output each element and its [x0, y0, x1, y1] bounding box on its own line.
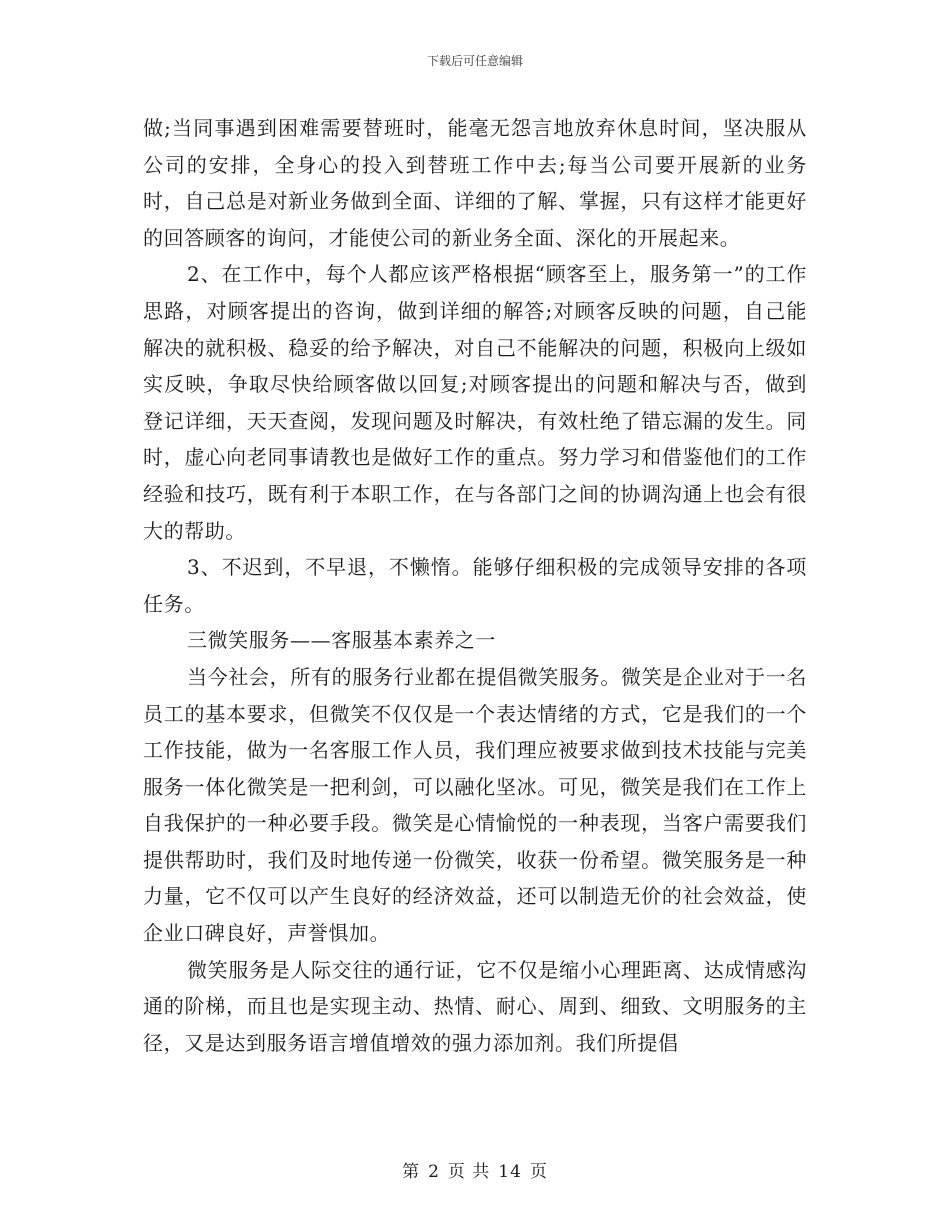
- document-body: [143, 110, 807, 1061]
- paragraph-smile-service-1: 当今社会，所有的服务行业都在提倡微笑服务。微笑是企业对于一名员工的基本要求，但微笑不仅仅是一个表达情绪的方式，它是我们的一个工作技能，做为一名客服工作人员，我们理应被要求做到技术技能与完美服务一体化微笑是一把利剑，可以融化坚冰。可见，微笑是我们在工作上自我保护的一种必要手段。微笑是心情愉悦的一种表现，当客户需要我们提供帮助时，我们及时地传递一份微笑，收获一份希望。微笑服务是一种力量，它不仅可以产生良好的经济效益，还可以制造无价的社会效益，使企业口碑良好，声誉惧加。: [143, 664, 807, 946]
- page-footer: [0, 1157, 950, 1182]
- paragraph-item-3: 3、不迟到，不早退，不懒惰。能够仔细积极的完成领导安排的各项任务。: [143, 555, 807, 616]
- current-page-number: 2: [428, 1162, 440, 1182]
- paragraph-smile-service-2: 微笑服务是人际交往的通行证，它不仅是缩小心理距离、达成情感沟通的阶梯，而且也是实现主动、热情、耐心、周到、细致、文明服务的主径，又是达到服务语言增值增效的强力添加剂。我们所提倡: [143, 957, 807, 1055]
- footer-prefix: 第: [402, 1162, 421, 1182]
- page-header-note: 下载后可任意编辑: [426, 54, 523, 68]
- paragraph-continuation: 做;当同事遇到困难需要替班时，能毫无怨言地放弃休息时间，坚决服从公司的安排，全身心的投入到替班工作中去;每当公司要开展新的业务时，自己总是对新业务做到全面、详细的了解、掌握，只有这样才能更好的回答顾客的询问，才能使公司的新业务全面、深化的开展起来。: [143, 116, 807, 250]
- footer-suffix: 页: [529, 1162, 548, 1182]
- section-heading: 三微笑服务——客服基本素养之一: [187, 628, 496, 653]
- total-page-number: 14: [498, 1162, 522, 1182]
- paragraph-item-2: 2、在工作中，每个人都应该严格根据“顾客至上，服务第一”的工作思路，对顾客提出的咨询，做到详细的解答;对顾客反映的问题，自己能解决的就积极、稳妥的给予解决，对自己不能解决的问题，积极向上级如实反映，争取尽快给顾客做以回复;对顾客提出的问题和解决与否，做到登记详细，天天查阅，发现问题及时解决，有效杜绝了错忘漏的发生。同时，虚心向老同事请教也是做好工作的重点。努力学习和借鉴他们的工作经验和技巧，既有利于本职工作，在与各部门之间的协调沟通上也会有很大的帮助。: [143, 262, 807, 543]
- footer-middle: 页 共: [447, 1162, 491, 1182]
